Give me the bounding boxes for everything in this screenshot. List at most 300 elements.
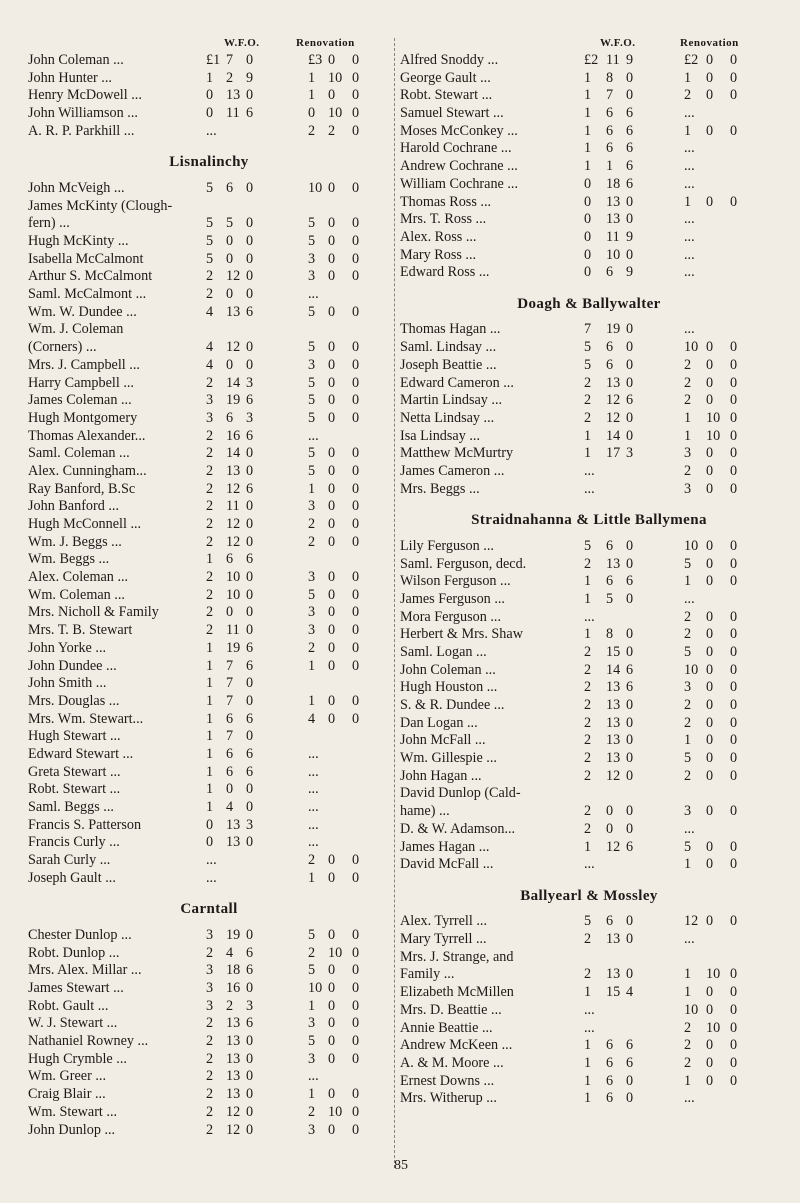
subscriber-name: Alfred Snoddy ... [400,52,499,68]
renovation-shillings: 0 [328,303,336,320]
renovation-shillings: 0 [328,710,336,727]
renovation-shillings: 0 [328,52,336,68]
wfo-pence: 0 [246,926,254,943]
wfo-pence: 6 [626,140,634,157]
subscriber-row [400,229,778,247]
renovation-pence: 0 [352,639,360,656]
subscriber-row [400,87,778,105]
wfo-shillings: 0 [606,820,614,837]
subscriber-name: Wilson Ferguson ... [400,573,511,590]
subscriber-row [28,675,390,693]
renovation-shillings: 0 [706,374,714,391]
subscriber-name: Wm. Beggs ... [28,551,110,568]
renovation-pence: 0 [730,1072,738,1089]
wfo-pounds: 2 [584,750,592,767]
wfo-pounds: 2 [584,409,592,426]
renovation-shillings: 0 [328,639,336,656]
wfo-pence: 0 [246,462,254,479]
subscriber-row [400,463,778,481]
renovation-pounds: ... [684,246,695,263]
subscriber-row [28,392,390,410]
wfo-pence: 0 [626,966,634,983]
wfo-pounds: 2 [584,966,592,983]
subscriber-row [28,945,390,963]
renovation-pounds: 2 [684,374,692,391]
subscriber-name: Mrs. Witherup ... [400,1090,497,1107]
renovation-pounds: 0 [308,105,316,122]
subscriber-row [28,693,390,711]
renovation-shillings: 0 [706,803,714,820]
subscriber-name: Alex. Tyrrell ... [400,913,488,930]
renovation-pence: 0 [352,1103,360,1120]
renovation-pence: 0 [730,537,738,554]
renovation-pounds: ... [308,799,319,815]
wfo-pence: 0 [246,692,254,709]
renovation-shillings: 10 [706,409,721,426]
wfo-pounds: 1 [584,1054,592,1071]
renovation-shillings: 0 [328,622,336,639]
subscriber-row [400,626,778,644]
wfo-pence: 9 [626,228,634,245]
subscriber-name: Netta Lindsay ... [400,409,495,426]
wfo-pounds: 1 [584,1072,592,1089]
wfo-shillings: 19 [226,926,241,943]
subscriber-row [400,211,778,229]
subscriber-name: Edward Cameron ... [400,374,514,391]
subscriber-name: Family ... [400,966,455,983]
renovation-pounds: ... [308,427,319,444]
renovation-pounds: 2 [308,533,316,550]
subscriber-name: hame) ... [400,803,450,820]
wfo-shillings: 13 [606,211,621,228]
renovation-shillings: 0 [706,626,714,643]
wfo-shillings: 6 [226,710,234,727]
subscriber-name: Mrs. T. B. Stewart [28,622,133,639]
subscriber-name: Mary Ross ... [400,246,477,263]
subscriber-row [28,304,390,322]
subscriber-row [400,609,778,627]
wfo-shillings: 10 [606,246,621,263]
wfo-pounds: 1 [206,692,214,709]
renovation-shillings: 0 [328,533,336,550]
renovation-pounds: ... [684,264,695,281]
renovation-pounds: 3 [308,1121,316,1138]
renovation-shillings: 10 [328,105,343,122]
wfo-pence: 0 [246,445,254,462]
subscriber-name: Mrs. J. Strange, and [400,948,514,965]
renovation-pounds: 5 [308,215,316,232]
wfo-pounds: ... [584,856,595,873]
renovation-pounds: 10 [684,661,699,678]
wfo-pounds: ... [584,480,595,497]
renovation-shillings: 0 [706,838,714,855]
subscriber-name: Robt. Dunlop ... [28,944,120,961]
renovation-shillings: 0 [706,767,714,784]
section-title: Ballyearl & Mossley [520,887,658,904]
wfo-shillings: 19 [226,639,241,656]
wfo-shillings: 13 [226,462,241,479]
section-title: Straidnahanna & Little Ballymena [471,512,707,529]
wfo-shillings: 14 [226,374,241,391]
renovation-pounds: ... [308,834,319,851]
subscriber-row [400,715,778,733]
wfo-shillings: 4 [226,944,234,961]
renovation-shillings: 0 [706,69,714,86]
wfo-shillings: 13 [606,697,621,713]
renovation-pence: 0 [352,303,360,320]
renovation-pounds: 2 [684,714,692,731]
subscriber-row [28,481,390,499]
wfo-shillings: 8 [606,69,614,86]
renovation-pence: 0 [730,767,738,784]
renovation-pence: 0 [352,692,360,709]
renovation-pence: 0 [352,944,360,961]
subscriber-row [28,52,390,70]
wfo-pence: 6 [246,303,254,320]
renovation-pence: 0 [352,533,360,550]
subscriber-row [400,856,778,874]
wfo-pounds: 5 [584,339,592,356]
subscriber-row [400,1020,778,1038]
subscriber-name: David Dunlop (Cald- [400,785,521,802]
renovation-pence: 0 [730,856,738,873]
subscriber-name: Hugh Stewart ... [28,728,121,745]
subscriber-name: James Ferguson ... [400,590,505,607]
renovation-pence: 0 [730,392,738,409]
renovation-pounds: ... [684,158,695,175]
renovation-pence: 0 [730,480,738,497]
subscriber-row [400,52,778,70]
wfo-pounds: 0 [584,228,592,245]
renovation-pounds: 5 [308,374,316,391]
wfo-pence: 0 [246,268,254,285]
wfo-pence: 6 [246,763,254,780]
subscriber-row [400,697,778,715]
renovation-shillings: 0 [706,339,714,356]
wfo-shillings: 6 [606,105,614,122]
wfo-pence: 0 [626,339,634,356]
wfo-shillings: 11 [606,228,620,245]
wfo-pence: 0 [246,675,254,692]
wfo-shillings: 7 [606,87,614,104]
subscriber-row [28,268,390,286]
wfo-shillings: 13 [226,87,241,104]
subscriber-row [400,556,778,574]
subscriber-row [400,644,778,662]
renovation-pounds: 3 [684,679,692,696]
renovation-shillings: 0 [706,573,714,590]
wfo-pounds: 2 [206,533,214,550]
wfo-pounds: 0 [206,87,214,104]
wfo-pounds: 2 [584,931,592,948]
subscriber-row [28,339,390,357]
wfo-pounds: 1 [206,745,214,762]
subscriber-name: John McFall ... [400,732,486,749]
subscriber-name: Robt. Stewart ... [400,87,493,104]
subscriber-row [400,194,778,212]
wfo-shillings: 13 [226,816,241,833]
subscriber-name: John Williamson ... [28,105,138,122]
subscriber-name: Mrs. Douglas ... [28,692,120,709]
wfo-pence: 0 [246,533,254,550]
wfo-shillings: 2 [226,69,234,86]
renovation-shillings: 0 [328,569,336,586]
wfo-shillings: 13 [226,1086,241,1103]
renovation-pounds: 1 [684,984,692,1001]
wfo-pence: 0 [626,626,634,643]
wfo-pence: 6 [246,745,254,762]
renovation-pence: 0 [352,122,360,139]
renovation-pounds: 2 [308,944,316,961]
wfo-pounds: 2 [584,732,592,749]
renovation-shillings: 0 [706,643,714,660]
subscriber-name: Hugh McConnell ... [28,516,142,532]
wfo-pounds: 0 [584,175,592,192]
subscriber-name: Chester Dunlop ... [28,926,132,943]
wfo-shillings: 6 [606,339,614,356]
renovation-pounds: 2 [308,122,316,139]
renovation-pounds: 2 [684,1054,692,1071]
renovation-pence: 0 [730,661,738,678]
renovation-shillings: 0 [706,984,714,1001]
wfo-pence: 6 [626,838,634,855]
renovation-shillings: 0 [706,732,714,749]
wfo-pounds: 1 [206,657,214,674]
subscriber-row [28,622,390,640]
wfo-pounds: 2 [206,1068,214,1085]
subscriber-name: Hugh Montgomery [28,409,138,426]
renovation-pounds: 1 [684,122,692,139]
subscriber-name: Mrs. Nicholl & Family [28,604,159,621]
renovation-pounds: ... [684,211,695,228]
renovation-pence: 0 [352,1033,360,1050]
wfo-pence: 0 [246,1121,254,1138]
subscriber-row [400,949,778,967]
renovation-shillings: 0 [328,480,336,497]
wfo-pounds: 2 [206,268,214,285]
renovation-shillings: 0 [706,714,714,731]
renovation-pounds: 2 [684,87,692,104]
renovation-pounds: 1 [308,657,316,674]
wfo-pounds: 1 [584,1090,592,1107]
renovation-pounds: ... [684,140,695,157]
renovation-pounds: 1 [684,732,692,749]
subscriber-name: Isa Lindsay ... [400,427,480,444]
wfo-pounds: 2 [206,1121,214,1138]
renovation-pence: 0 [730,427,738,444]
wfo-pence: 0 [246,1086,254,1103]
renovation-pounds: 3 [308,498,316,515]
wfo-shillings: 6 [606,1054,614,1071]
wfo-shillings: 6 [606,1090,614,1107]
wfo-shillings: 0 [606,803,614,820]
renovation-pence: 0 [352,52,360,68]
subscriber-name: Joseph Beattie ... [400,356,497,373]
subscriber-row [400,339,778,357]
subscriber-row [400,984,778,1002]
wfo-pounds: 5 [584,537,592,554]
wfo-pence: 0 [246,215,254,232]
wfo-pounds: 3 [206,962,214,979]
subscriber-name: John McVeigh ... [28,179,125,196]
wfo-pounds: 2 [584,555,592,572]
renovation-pence: 0 [352,516,360,532]
renovation-header: Renovation [680,37,739,49]
left-column [28,34,390,1139]
wfo-shillings: 12 [226,516,241,532]
renovation-shillings: 0 [706,87,714,104]
wfo-shillings: 1 [606,158,614,175]
subscriber-name: Mrs. T. Ross ... [400,211,487,228]
renovation-pounds: 3 [308,250,316,267]
subscriber-name: James McKinty (Clough- [28,197,173,214]
wfo-pounds: 4 [206,356,214,373]
wfo-pence: 0 [626,409,634,426]
subscriber-name: Moses McConkey ... [400,122,518,139]
wfo-pounds: 2 [584,714,592,731]
renovation-pounds: 1 [308,1086,316,1103]
subscriber-row [28,1051,390,1069]
wfo-pence: 0 [626,374,634,391]
wfo-shillings: 0 [226,781,234,798]
subscriber-name: Harry Campbell ... [28,374,134,391]
renovation-shillings: 0 [706,1072,714,1089]
subscriber-row [28,764,390,782]
wfo-pence: 0 [246,1050,254,1067]
wfo-pounds: 1 [584,69,592,86]
subscriber-name: Saml. Lindsay ... [400,339,497,356]
subscriber-row [28,445,390,463]
wfo-pounds: 1 [206,728,214,745]
wfo-pounds: 1 [584,158,592,175]
subscriber-name: Francis Curly ... [28,834,120,851]
wfo-pounds: 0 [206,105,214,122]
wfo-pounds: 4 [206,339,214,356]
subscriber-row [28,1015,390,1033]
renovation-pounds: 2 [308,1103,316,1120]
renovation-shillings: 0 [706,52,714,68]
renovation-pence: 0 [730,573,738,590]
wfo-pounds: 2 [584,820,592,837]
subscriber-name: John Dunlop ... [28,1121,116,1138]
renovation-pounds: 5 [684,838,692,855]
renovation-pence: 0 [730,122,738,139]
subscriber-row [28,569,390,587]
renovation-shillings: 0 [328,516,336,532]
subscriber-name: Alex. Coleman ... [28,569,129,586]
subscriber-row [28,428,390,446]
renovation-pence: 0 [730,87,738,104]
subscriber-name: Wm. J. Beggs ... [28,533,122,550]
wfo-pence: 0 [246,622,254,639]
subscriber-name: W. J. Stewart ... [28,1015,118,1032]
renovation-shillings: 0 [328,657,336,674]
renovation-shillings: 0 [328,997,336,1014]
subscriber-row [28,498,390,516]
wfo-pounds: 4 [206,303,214,320]
subscriber-name: Edward Stewart ... [28,745,134,762]
subscriber-row [400,158,778,176]
subscriber-row [400,70,778,88]
renovation-shillings: 10 [706,427,721,444]
subscriber-row [400,176,778,194]
wfo-shillings: 8 [606,626,614,643]
renovation-shillings: 0 [706,537,714,554]
subscriber-name: Mary Tyrrell ... [400,931,487,948]
renovation-shillings: 0 [328,445,336,462]
renovation-shillings: 0 [706,480,714,497]
subscriber-row [400,679,778,697]
subscriber-row [400,538,778,556]
subscriber-name: Mrs. Wm. Stewart... [28,710,144,727]
renovation-shillings: 0 [706,356,714,373]
wfo-pence: 0 [626,555,634,572]
wfo-pence: 6 [246,944,254,961]
wfo-shillings: 11 [226,105,240,122]
wfo-shillings: 6 [226,763,234,780]
wfo-pounds: ... [584,608,595,625]
subscriber-name: Francis S. Patterson [28,816,142,833]
wfo-shillings: 13 [606,966,621,983]
wfo-shillings: 7 [226,675,234,692]
wfo-pence: 0 [626,1072,634,1089]
subscriber-name: John Hagan ... [400,767,482,784]
renovation-pounds: 12 [684,913,699,930]
subscriber-row [28,233,390,251]
renovation-pounds: 5 [684,750,692,767]
renovation-shillings: 0 [706,122,714,139]
wfo-pounds: 1 [206,763,214,780]
wfo-pounds: 2 [584,374,592,391]
renovation-pounds: 1 [308,69,316,86]
renovation-shillings: 2 [328,122,336,139]
wfo-pence: 0 [246,980,254,996]
renovation-pounds: ... [308,816,319,833]
wfo-pounds: 0 [584,264,592,281]
renovation-pounds: 3 [308,604,316,621]
renovation-pounds: 3 [308,1050,316,1067]
wfo-pounds: 3 [206,926,214,943]
renovation-shillings: 0 [706,913,714,930]
subscriber-name: Elizabeth McMillen [400,984,514,1001]
wfo-pence: 0 [626,1090,634,1107]
wfo-shillings: 6 [226,745,234,762]
wfo-pounds: ... [584,1019,595,1036]
subscriber-name: William Cochrane ... [400,175,519,192]
renovation-pounds: 1 [308,997,316,1014]
renovation-pence: 0 [730,52,738,68]
subscriber-name: Henry McDowell ... [28,87,142,104]
wfo-pounds: 1 [584,626,592,643]
subscriber-name: Joseph Gault ... [28,869,116,886]
renovation-pounds: 5 [308,233,316,249]
wfo-shillings: 12 [226,268,241,285]
renovation-pounds: 2 [684,697,692,713]
wfo-pounds: 2 [206,569,214,586]
subscriber-row [400,1073,778,1091]
subscriber-row [28,728,390,746]
subscriber-row [28,927,390,945]
subscriber-row [400,966,778,984]
wfo-shillings: 13 [606,714,621,731]
subscriber-row [400,1090,778,1108]
renovation-pence: 0 [352,962,360,979]
subscriber-row [400,821,778,839]
renovation-pounds: 3 [308,1015,316,1032]
renovation-pounds: ... [684,931,695,948]
subscriber-name: Thomas Ross ... [400,193,492,210]
wfo-pence: 6 [626,679,634,696]
